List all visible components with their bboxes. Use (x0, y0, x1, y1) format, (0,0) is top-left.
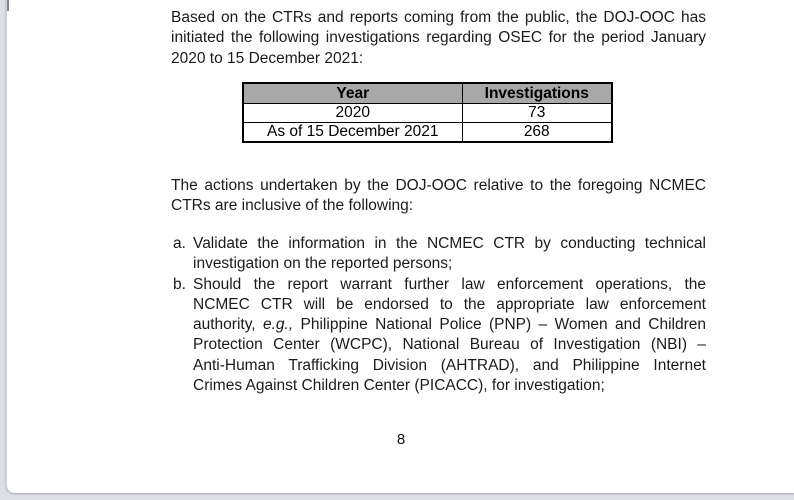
table-cell-year: 2020 (243, 104, 462, 123)
actions-list (171, 234, 706, 396)
table-cell-year: As of 15 December 2021 (243, 123, 462, 143)
text-line: Validate the information in the NCMEC CTR by conducting technical (193, 235, 706, 252)
text-line: investigation on the reported persons; (193, 255, 453, 273)
table-header-cell-investigations: Investigations (462, 83, 612, 104)
page-edge-artifact (7, 0, 9, 11)
text-line: Crimes Against Children Center (PICACC), for investigation; (193, 377, 605, 395)
list-item-text (193, 275, 706, 397)
text-line: Should the report warrant further law enforcement operations, the (193, 275, 706, 293)
table-header-row (243, 83, 612, 104)
page-number: 8 (396, 431, 406, 448)
text-line: The actions undertaken by the DOJ-OOC relative to the foregoing NCMEC (171, 177, 706, 194)
text-line: CTRs are inclusive of the following: (171, 197, 414, 215)
text-line: Based on the CTRs and reports coming from the public, the DOJ-OOC has (171, 9, 706, 26)
investigations-table (242, 82, 613, 143)
paragraph-actions (171, 176, 706, 217)
text-line: initiated the following investigations regarding OSEC for the period January (171, 29, 706, 47)
table-row (243, 104, 612, 123)
document-page (6, 0, 794, 493)
text-line: NCMEC CTR will be endorsed to the appropriate law enforcement (193, 295, 706, 313)
text-line (193, 315, 706, 335)
table-header-cell-year: Year (243, 83, 462, 104)
text-line: 2020 to 15 December 2021: (171, 49, 364, 67)
list-item-text (193, 234, 706, 275)
list-item-a (171, 234, 706, 275)
text-segment: Philippine National Police (PNP) – Women and Children (293, 316, 706, 334)
list-marker: a. (173, 235, 186, 252)
text-segment: authority, (193, 316, 263, 334)
text-line: Protection Center (WCPC), National Bureau of Investigation (NBI) – (193, 336, 706, 354)
table-row (243, 123, 612, 143)
list-marker: b. (173, 275, 186, 293)
table-cell-value: 73 (462, 104, 612, 123)
table-cell-value: 268 (462, 123, 612, 143)
italic-text-segment: e.g., (262, 316, 294, 334)
text-line: Anti-Human Trafficking Division (AHTRAD), and Philippine Internet (193, 356, 706, 374)
paragraph-intro (171, 8, 706, 69)
list-item-b (171, 275, 706, 397)
